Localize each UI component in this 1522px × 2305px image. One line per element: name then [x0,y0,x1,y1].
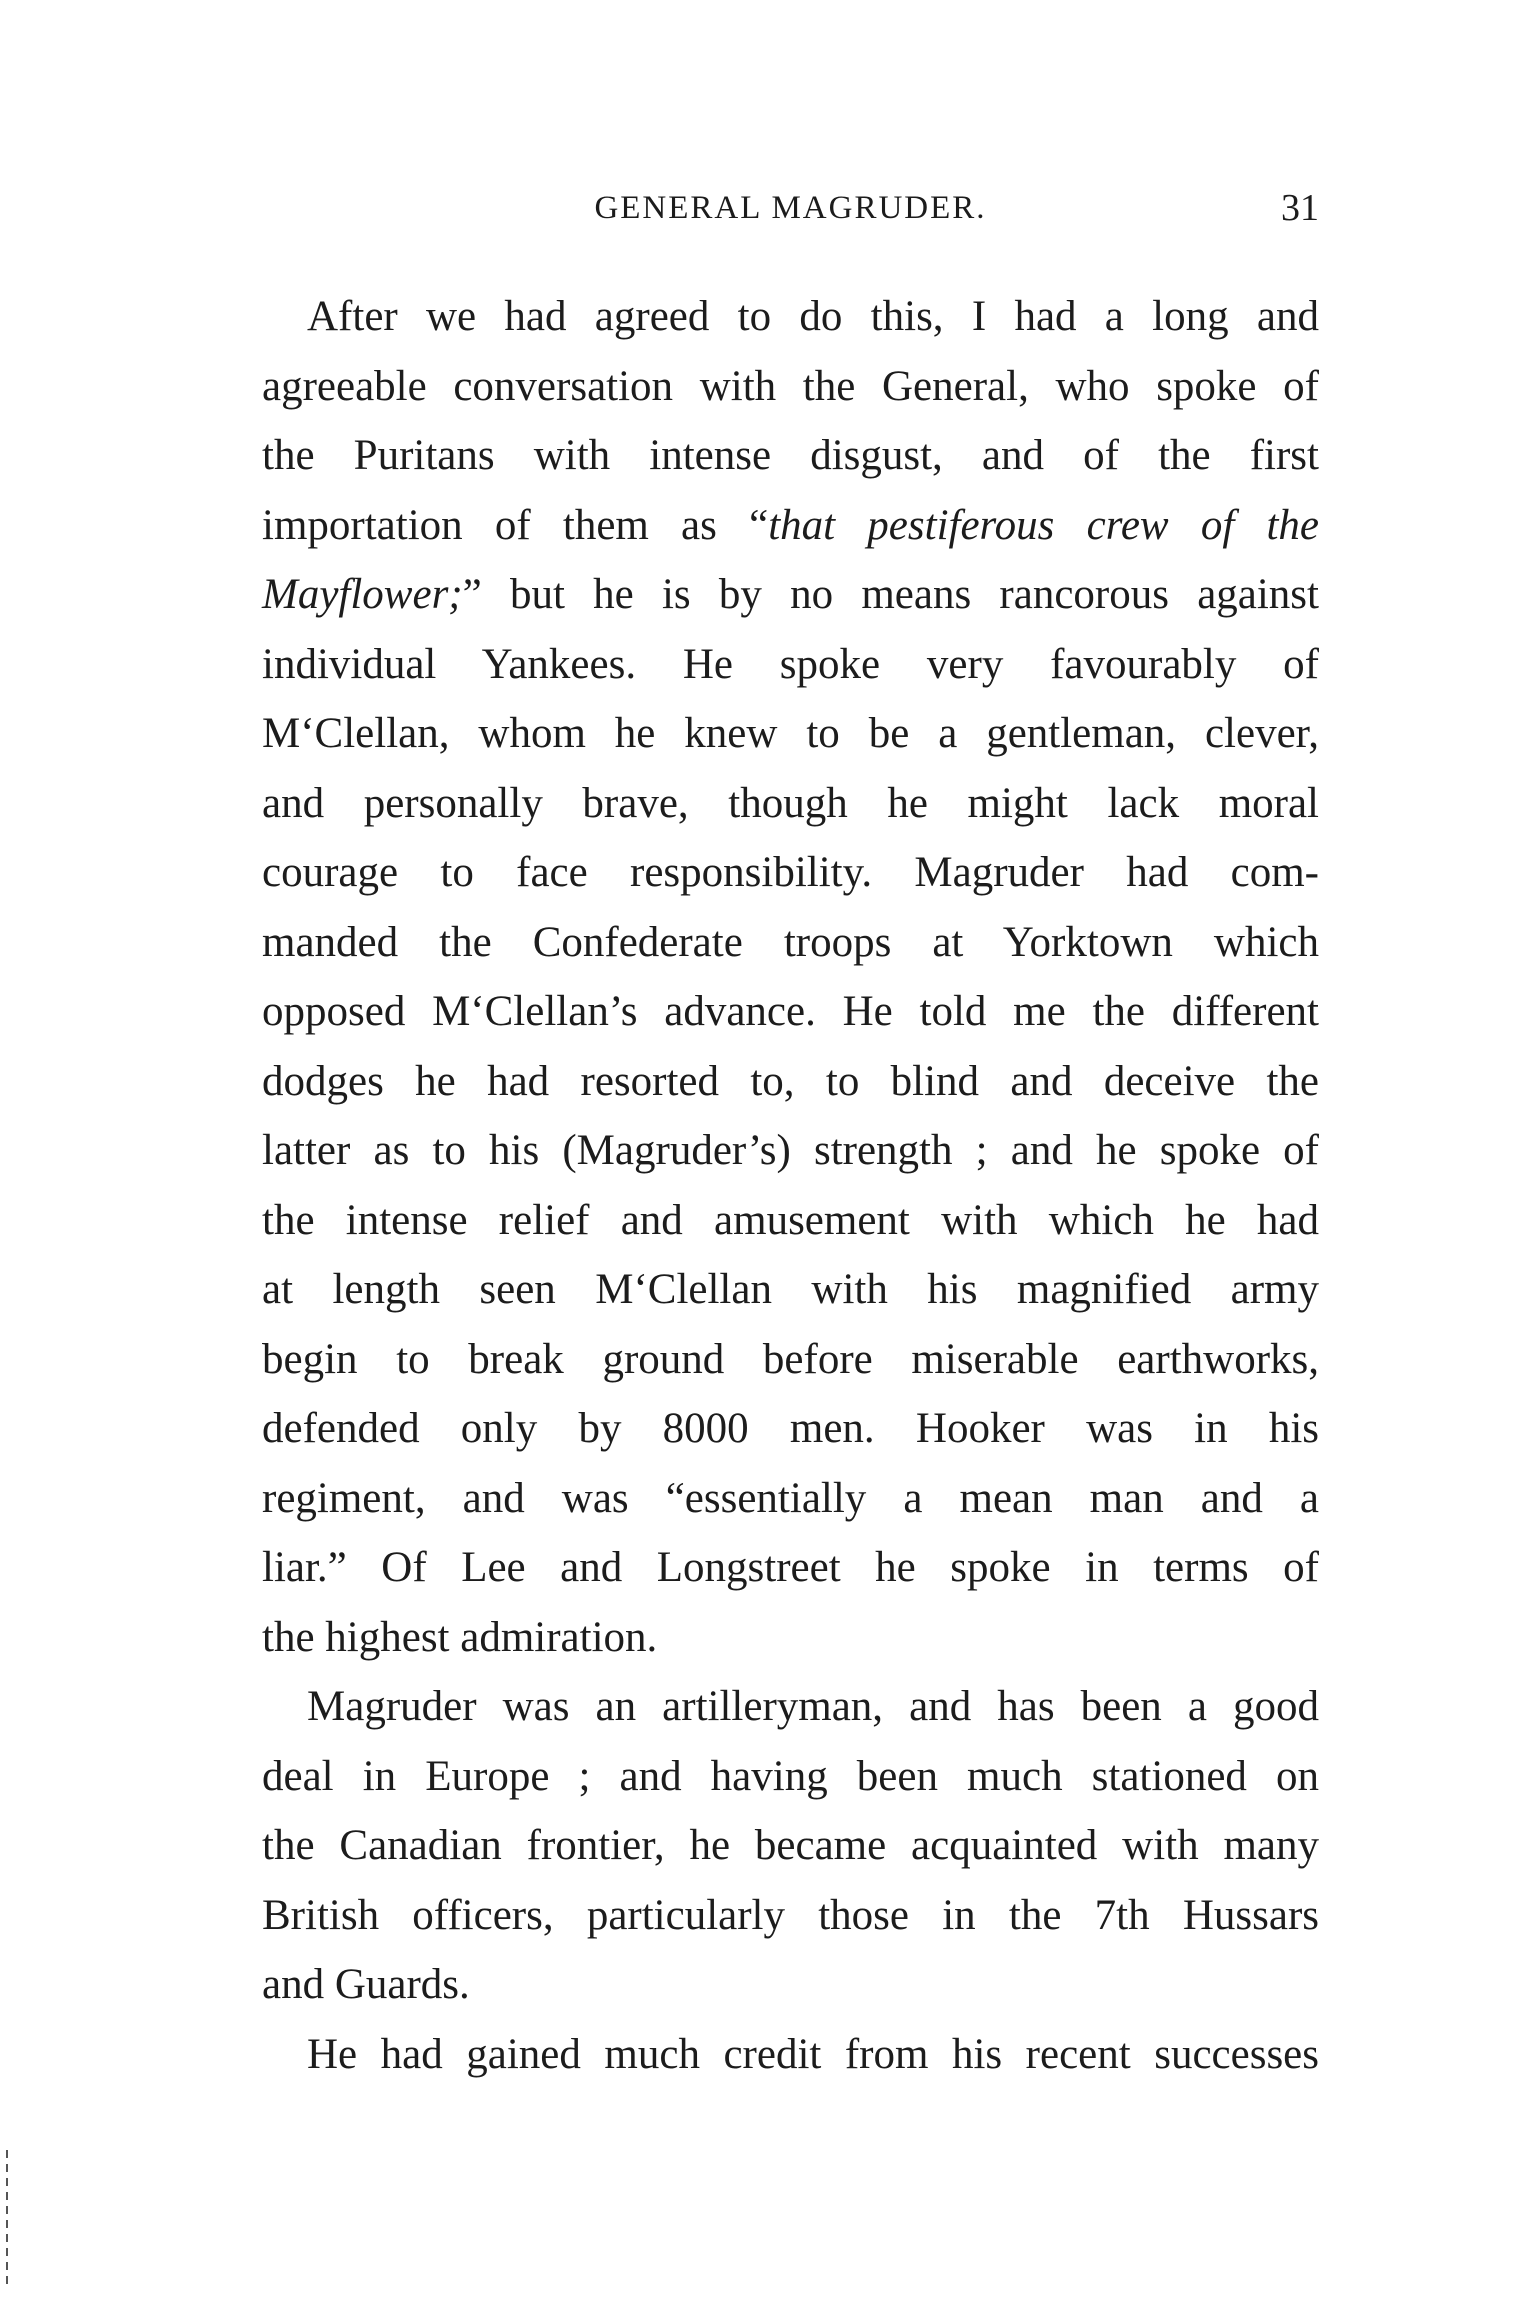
text-line: Magruder was an artilleryman, and has been a good [307,1683,1319,1730]
body-text [262,282,1319,2089]
text-line: liar.” Of Lee and Longstreet he spoke in terms of [262,1544,1319,1591]
text-line: opposed M‘Clellan’s advance. He told me the different [262,988,1319,1035]
text-line: begin to break ground before miserable earthworks, [262,1335,1319,1383]
text-line: He had gained much credit from his recent successes [307,2030,1319,2078]
text-line [262,560,1319,630]
text-line: manded the Confederate troops at Yorktown which [262,918,1319,966]
text-segment: ” but he is by no means rancorous against [462,571,1319,618]
quote-mark: “ [749,501,769,549]
text-line: at length seen M‘Clellan with his magnified army [262,1266,1319,1313]
text-segment: importation of them as [262,501,717,549]
page-number: 31 [1281,187,1319,229]
text-line: the intense relief and amusement with which he had [262,1196,1319,1244]
text-line: M‘Clellan, whom he knew to be a gentleman, clever, [262,710,1319,757]
text-line: the Puritans with intense disgust, and of the first [262,432,1319,479]
text-line: regiment, and was “essentially a mean man and a [262,1474,1319,1522]
running-title: GENERAL MAGRUDER. [594,190,987,226]
text-line: dodges he had resorted to, to blind and deceive the [262,1057,1319,1105]
italic-text: that pestiferous crew of the [768,501,1320,549]
scan-edge-mark [6,2150,8,2290]
text-line: deal in Europe ; and having been much stationed on [262,1752,1319,1800]
running-head [262,186,1319,246]
text-line: agreeable conversation with the General, who spoke of [262,362,1319,410]
text-line: After we had agreed to do this, I had a long and [307,293,1319,340]
text-line: latter as to his (Magruder’s) strength ; and he spoke of [262,1127,1319,1174]
text-line: courage to face responsibility. Magruder had com- [262,849,1319,896]
text-line [262,491,1319,561]
text-line: individual Yankees. He spoke very favourably of [262,640,1319,688]
text-line: the highest admiration. [262,1613,658,1661]
text-line: and Guards. [262,1961,470,2008]
text-line: defended only by 8000 men. Hooker was in his [262,1405,1319,1452]
text-line: British officers, particularly those in the 7th Hussars [262,1891,1319,1939]
text-line: the Canadian frontier, he became acquainted with many [262,1822,1319,1869]
italic-text: Mayflower; [262,571,463,618]
text-line: and personally brave, though he might lack moral [262,779,1319,827]
